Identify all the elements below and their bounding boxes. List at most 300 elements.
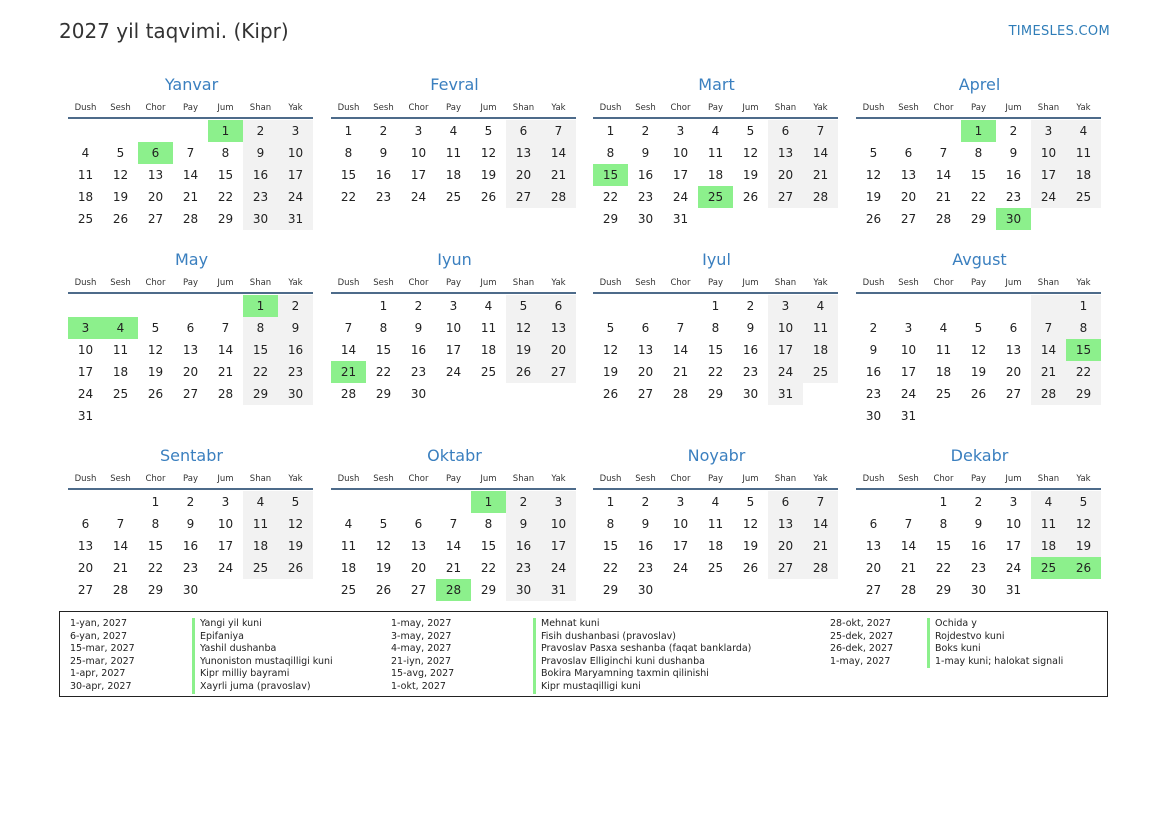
day-cell: 16 (278, 339, 313, 361)
day-cell: 21 (112, 561, 129, 575)
header-divider (856, 117, 1101, 119)
day-cell: 21 (935, 190, 952, 204)
day-cell: 23 (970, 561, 987, 575)
day-cell: 2 (243, 120, 278, 142)
day-cell: 3 (676, 124, 685, 138)
month-may (68, 249, 315, 431)
day-cell: 12 (1066, 513, 1101, 535)
day-cell: 7 (541, 120, 576, 142)
month-iyun (331, 249, 578, 431)
day-cell: 29 (1066, 383, 1101, 405)
empty-cell (436, 491, 471, 513)
day-cell: 30 (865, 409, 882, 423)
legend-dates-3 (830, 618, 893, 668)
day-cell: 22 (217, 190, 234, 204)
day-cell: 18 (77, 190, 94, 204)
day-cell: 8 (344, 146, 353, 160)
day-cell: 31 (768, 383, 803, 405)
weekday-label: Sesh (373, 278, 394, 288)
day-cell: 27 (768, 186, 803, 208)
weekday-label: Shan (249, 103, 272, 113)
day-cell: 2 (641, 495, 650, 509)
day-cell: 22 (970, 190, 987, 204)
empty-cell (768, 208, 803, 230)
holiday-legend (59, 611, 1108, 697)
day-cell: 15 (935, 539, 952, 553)
day-cell: 5 (278, 491, 313, 513)
empty-cell (1031, 405, 1066, 427)
day-cell: 6 (186, 321, 195, 335)
month-yanvar (68, 74, 315, 256)
day-cell: 13 (865, 539, 882, 553)
day-cell: 11 (480, 321, 497, 335)
weekday-label: Sesh (898, 103, 919, 113)
day-cell: 16 (243, 164, 278, 186)
weekday-header (856, 101, 1103, 115)
header-divider (331, 292, 576, 294)
month-name: Fevral (430, 75, 479, 94)
day-cell: 5 (746, 124, 755, 138)
day-cell: 8 (606, 517, 615, 531)
day-cell: 22 (340, 190, 357, 204)
day-grid (331, 491, 576, 601)
day-cell: 27 (637, 387, 654, 401)
legend-date: 26-dek, 2027 (830, 643, 894, 655)
empty-cell (541, 383, 576, 405)
weekday-label: Shan (512, 103, 535, 113)
empty-cell (103, 120, 138, 142)
day-cell: 10 (77, 343, 94, 357)
day-cell: 19 (970, 365, 987, 379)
day-cell: 12 (970, 343, 987, 357)
legend-holiday: Yunoniston mustaqilligi kuni (200, 655, 333, 667)
weekday-label: Chor (145, 278, 166, 288)
day-cell: 10 (768, 317, 803, 339)
weekday-label: Pay (971, 474, 986, 484)
month-name: Sentabr (160, 446, 223, 465)
day-cell: 20 (506, 164, 541, 186)
day-cell: 17 (900, 365, 917, 379)
day-cell: 3 (221, 495, 230, 509)
day-cell: 13 (768, 513, 803, 535)
day-cell: 8 (606, 146, 615, 160)
day-cell: 27 (147, 212, 164, 226)
day-cell: 20 (182, 365, 199, 379)
day-cell: 28 (672, 387, 689, 401)
day-cell: 20 (768, 535, 803, 557)
day-cell: 13 (147, 168, 164, 182)
day-cell: 17 (410, 168, 427, 182)
brand-link[interactable]: TIMESLES.COM (1008, 24, 1110, 39)
weekday-label: Jum (480, 103, 497, 113)
empty-cell (208, 405, 243, 427)
legend-date: 15-mar, 2027 (70, 643, 135, 655)
month-name: Dekabr (950, 446, 1009, 465)
day-cell: 19 (602, 365, 619, 379)
day-cell: 24 (768, 361, 803, 383)
legend-holiday: Boks kuni (935, 643, 981, 655)
day-cell: 12 (602, 343, 619, 357)
empty-cell (926, 295, 961, 317)
legend-date: 25-mar, 2027 (70, 655, 135, 667)
weekday-label: Jum (1005, 103, 1022, 113)
empty-cell (961, 295, 996, 317)
day-cell: 9 (414, 321, 423, 335)
legend-holiday: 1-may kuni; halokat signali (935, 655, 1064, 667)
day-cell: 2 (1009, 124, 1018, 138)
empty-cell (961, 405, 996, 427)
day-cell: 26 (375, 583, 392, 597)
empty-cell (733, 579, 768, 601)
empty-cell (698, 208, 733, 230)
empty-cell (996, 405, 1031, 427)
day-cell: 18 (340, 561, 357, 575)
legend-date: 1-may, 2027 (830, 655, 891, 667)
day-cell: 22 (147, 561, 164, 575)
day-cell: 14 (1031, 339, 1066, 361)
day-cell: 6 (768, 120, 803, 142)
day-cell: 4 (243, 491, 278, 513)
weekday-label: Yak (551, 278, 566, 288)
weekday-header (68, 472, 315, 486)
legend-holiday: Fisih dushanbasi (pravoslav) (541, 630, 677, 642)
legend-date: 1-yan, 2027 (70, 618, 127, 629)
day-cell: 24 (278, 186, 313, 208)
day-cell: 19 (278, 535, 313, 557)
empty-cell (856, 295, 891, 317)
weekday-label: Pay (708, 278, 723, 288)
month-aprel (856, 74, 1103, 256)
day-cell: 3 (541, 491, 576, 513)
day-cell: 4 (484, 299, 493, 313)
legend-names-1 (192, 618, 333, 694)
day-cell: 31 (900, 409, 917, 423)
day-cell: 22 (935, 561, 952, 575)
day-cell: 19 (375, 561, 392, 575)
day-cell: 18 (243, 535, 278, 557)
weekday-header (68, 101, 315, 115)
day-cell: 11 (803, 317, 838, 339)
weekday-label: Dush (599, 474, 622, 484)
weekday-label: Dush (74, 103, 97, 113)
legend-holiday: Xayrli juma (pravoslav) (200, 680, 311, 692)
day-cell: 1 (379, 299, 388, 313)
day-cell: 19 (506, 339, 541, 361)
empty-cell (331, 491, 366, 513)
empty-cell (173, 405, 208, 427)
empty-cell (243, 579, 278, 601)
empty-cell (663, 295, 698, 317)
day-cell: 19 (147, 365, 164, 379)
day-cell: 27 (410, 583, 427, 597)
day-cell: 30 (410, 387, 427, 401)
day-cell: 4 (344, 517, 353, 531)
month-mart (593, 74, 840, 256)
day-cell: 1 (711, 299, 720, 313)
day-cell: 6 (81, 517, 90, 531)
day-cell: 18 (935, 365, 952, 379)
empty-cell (506, 383, 541, 405)
day-cell: 16 (865, 365, 882, 379)
empty-cell (138, 295, 173, 317)
legend-dates-2 (391, 618, 454, 694)
day-cell: 12 (742, 517, 759, 531)
header-divider (856, 292, 1101, 294)
day-cell: 14 (672, 343, 689, 357)
weekday-label: Shan (249, 474, 272, 484)
weekday-header (593, 101, 840, 115)
day-cell: 28 (935, 212, 952, 226)
empty-cell (856, 491, 891, 513)
weekday-label: Sesh (635, 474, 656, 484)
month-iyul (593, 249, 840, 431)
day-cell: 20 (147, 190, 164, 204)
weekday-label: Jum (1005, 474, 1022, 484)
month-noyabr (593, 445, 840, 627)
day-cell: 24 (541, 557, 576, 579)
day-cell: 27 (182, 387, 199, 401)
day-cell: 11 (935, 343, 952, 357)
day-cell: 26 (742, 561, 759, 575)
day-cell: 22 (375, 365, 392, 379)
day-cell: 26 (865, 212, 882, 226)
day-cell: 15 (375, 343, 392, 357)
weekday-label: Pay (446, 103, 461, 113)
day-grid (68, 295, 313, 427)
day-cell: 19 (742, 168, 759, 182)
day-cell: 5 (1066, 491, 1101, 513)
holiday-cell: 21 (331, 361, 366, 383)
weekday-label: Jum (480, 474, 497, 484)
day-cell: 18 (445, 168, 462, 182)
weekday-label: Yak (288, 278, 303, 288)
day-cell: 10 (1031, 142, 1066, 164)
weekday-label: Yak (1076, 103, 1091, 113)
day-cell: 8 (243, 317, 278, 339)
day-cell: 20 (77, 561, 94, 575)
day-cell: 27 (768, 557, 803, 579)
day-cell: 5 (869, 146, 878, 160)
day-grid (331, 295, 576, 405)
month-name: Aprel (958, 75, 1001, 94)
day-cell: 1 (939, 495, 948, 509)
month-fevral (331, 74, 578, 256)
day-cell: 12 (865, 168, 882, 182)
weekday-label: Sesh (373, 474, 394, 484)
day-cell: 2 (641, 124, 650, 138)
weekday-label: Shan (1037, 103, 1060, 113)
empty-cell (698, 579, 733, 601)
weekday-label: Pay (183, 278, 198, 288)
weekday-label: Sesh (373, 103, 394, 113)
weekday-label: Jum (217, 103, 234, 113)
day-cell: 6 (641, 321, 650, 335)
day-cell: 21 (217, 365, 234, 379)
day-cell: 10 (445, 321, 462, 335)
weekday-label: Yak (1076, 278, 1091, 288)
empty-cell (768, 579, 803, 601)
header-divider (68, 117, 313, 119)
holiday-cell: 1 (471, 491, 506, 513)
empty-cell (103, 491, 138, 513)
header-divider (68, 292, 313, 294)
day-cell: 5 (379, 517, 388, 531)
day-cell: 26 (506, 361, 541, 383)
day-cell: 3 (1009, 495, 1018, 509)
empty-cell (68, 491, 103, 513)
day-cell: 15 (243, 339, 278, 361)
day-cell: 30 (637, 212, 654, 226)
weekday-label: Yak (288, 103, 303, 113)
day-cell: 27 (541, 361, 576, 383)
day-cell: 24 (445, 365, 462, 379)
day-cell: 3 (414, 124, 423, 138)
day-cell: 7 (676, 321, 685, 335)
day-cell: 16 (970, 539, 987, 553)
weekday-label: Dush (74, 474, 97, 484)
day-cell: 1 (151, 495, 160, 509)
day-cell: 8 (711, 321, 720, 335)
legend-holiday: Kipr mustaqilligi kuni (541, 680, 641, 692)
month-name: Yanvar (164, 75, 219, 94)
weekday-label: Yak (1076, 474, 1091, 484)
day-cell: 30 (970, 583, 987, 597)
weekday-label: Chor (933, 103, 954, 113)
day-cell: 15 (480, 539, 497, 553)
day-cell: 20 (541, 339, 576, 361)
weekday-label: Dush (599, 103, 622, 113)
holiday-cell: 3 (68, 317, 103, 339)
month-oktabr (331, 445, 578, 627)
empty-cell (103, 405, 138, 427)
day-cell: 5 (746, 495, 755, 509)
day-cell: 13 (410, 539, 427, 553)
weekday-label: Yak (813, 278, 828, 288)
day-cell: 10 (672, 146, 689, 160)
day-cell: 7 (344, 321, 353, 335)
day-cell: 20 (637, 365, 654, 379)
day-cell: 6 (506, 120, 541, 142)
day-cell: 28 (900, 583, 917, 597)
legend-names-2 (533, 618, 751, 694)
empty-cell (803, 383, 838, 405)
day-cell: 25 (803, 361, 838, 383)
day-cell: 17 (77, 365, 94, 379)
day-cell: 3 (676, 495, 685, 509)
day-cell: 29 (602, 212, 619, 226)
day-cell: 30 (182, 583, 199, 597)
day-cell: 24 (217, 561, 234, 575)
day-cell: 25 (243, 557, 278, 579)
day-cell: 21 (445, 561, 462, 575)
day-cell: 15 (147, 539, 164, 553)
day-cell: 18 (1031, 535, 1066, 557)
weekday-label: Chor (933, 474, 954, 484)
day-grid (593, 491, 838, 601)
day-cell: 13 (900, 168, 917, 182)
day-cell: 18 (707, 168, 724, 182)
day-grid (856, 491, 1101, 601)
day-cell: 17 (541, 535, 576, 557)
day-cell: 12 (506, 317, 541, 339)
weekday-label: Shan (774, 474, 797, 484)
day-cell: 3 (1031, 120, 1066, 142)
day-cell: 11 (707, 517, 724, 531)
empty-cell (1066, 405, 1101, 427)
header-divider (593, 292, 838, 294)
day-cell: 4 (803, 295, 838, 317)
day-cell: 10 (672, 517, 689, 531)
weekday-label: Chor (933, 278, 954, 288)
day-cell: 12 (480, 146, 497, 160)
day-cell: 25 (112, 387, 129, 401)
empty-cell (278, 405, 313, 427)
day-cell: 16 (410, 343, 427, 357)
weekday-label: Yak (813, 103, 828, 113)
legend-holiday: Rojdestvo kuni (935, 630, 1005, 642)
day-cell: 14 (182, 168, 199, 182)
day-cell: 24 (77, 387, 94, 401)
day-cell: 28 (182, 212, 199, 226)
day-cell: 23 (1005, 190, 1022, 204)
day-cell: 6 (869, 517, 878, 531)
day-cell: 21 (803, 535, 838, 557)
day-cell: 10 (278, 142, 313, 164)
day-cell: 9 (278, 317, 313, 339)
legend-holiday: Bokira Maryamning taxmin qilinishi (541, 668, 709, 680)
empty-cell (1066, 579, 1101, 601)
weekday-label: Yak (288, 474, 303, 484)
empty-cell (436, 383, 471, 405)
day-cell: 16 (375, 168, 392, 182)
day-cell: 29 (480, 583, 497, 597)
day-cell: 19 (1066, 535, 1101, 557)
weekday-label: Shan (249, 278, 272, 288)
empty-cell (278, 579, 313, 601)
day-cell: 5 (506, 295, 541, 317)
day-cell: 25 (1066, 186, 1101, 208)
day-cell: 27 (865, 583, 882, 597)
empty-cell (138, 405, 173, 427)
weekday-header (593, 472, 840, 486)
day-cell: 17 (278, 164, 313, 186)
day-cell: 2 (379, 124, 388, 138)
day-cell: 28 (541, 186, 576, 208)
day-cell: 11 (1066, 142, 1101, 164)
day-cell: 7 (449, 517, 458, 531)
page-title: 2027 yil taqvimi. (Kipr) (59, 19, 289, 43)
day-cell: 25 (707, 561, 724, 575)
day-cell: 23 (865, 387, 882, 401)
day-cell: 9 (641, 517, 650, 531)
month-sentabr (68, 445, 315, 627)
header-divider (593, 117, 838, 119)
day-cell: 12 (278, 513, 313, 535)
weekday-label: Dush (337, 474, 360, 484)
month-avgust (856, 249, 1103, 431)
day-cell: 17 (445, 343, 462, 357)
day-cell: 20 (900, 190, 917, 204)
day-cell: 13 (1005, 343, 1022, 357)
day-cell: 27 (1005, 387, 1022, 401)
day-cell: 16 (182, 539, 199, 553)
day-cell: 11 (243, 513, 278, 535)
day-cell: 23 (243, 186, 278, 208)
day-cell: 19 (865, 190, 882, 204)
day-cell: 10 (1005, 517, 1022, 531)
weekday-label: Dush (337, 103, 360, 113)
day-cell: 4 (711, 124, 720, 138)
